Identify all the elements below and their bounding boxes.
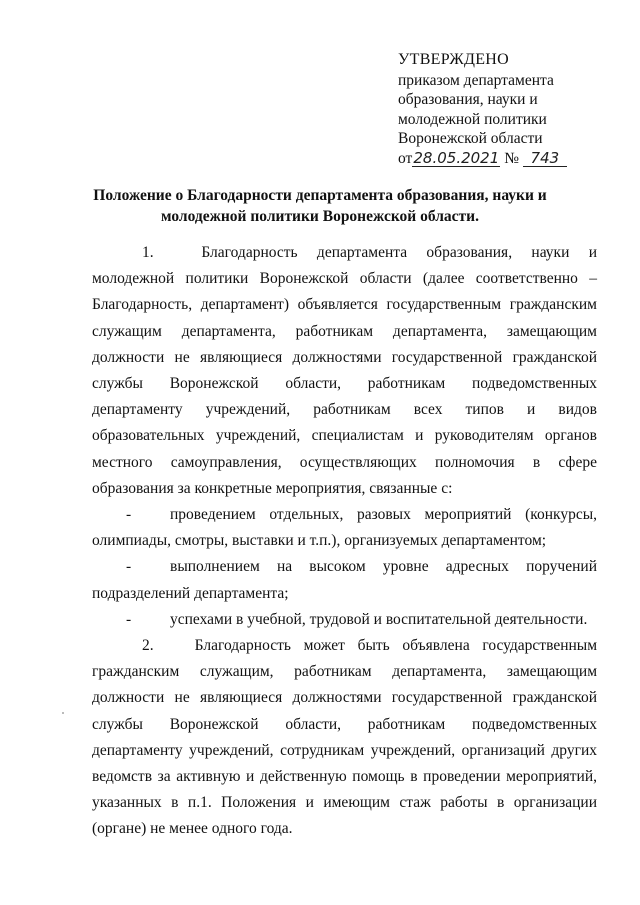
list-dash: - — [126, 558, 132, 576]
section-text: Благодарность может быть объявлена государственным гражданским служащим, работникам департамента, замещающим должности не являющиеся должностями государственной гражданской службы Воронежской области, работникам подведомственных департаменту учреждений, сотрудникам учреждений, организаций других ведомств за активную и действенную помощь в проведении мероприятий, указанных в п.1. Положения и имеющим стаж работы в организации (органе) не менее одного года. — [92, 637, 598, 838]
stamp-line: Воронежской области — [398, 130, 543, 147]
title-line: молодежной политики Воронежской области. — [161, 208, 479, 225]
list-dash: - — [126, 506, 132, 524]
list-item-text: выполнением на высоком уровне адресных поручений подразделений департамента; — [92, 558, 597, 602]
list-item — [92, 502, 597, 554]
section-2-paragraph — [92, 633, 597, 843]
section-text: Благодарность департамента образования, науки и молодежной политики Воронежской области (далее соответственно – Благодарность, департамент) объявляется государственным гражданским служащим департамента, работникам департамента, замещающим должности не являющиеся должностями государственной гражданской службы Воронежской области, работникам подведомственных департаменту учреждений, работникам всех типов и видов образовательных учреждений, специалистам и руководителям органов местного самоуправления, осуществляющих полномочия в сфере образования за конкретные мероприятия, связанные с: — [92, 244, 597, 497]
list-item-text: успехами в учебной, трудовой и воспитательной деятельности. — [170, 610, 588, 628]
list-dash: - — [126, 610, 132, 628]
handwritten-date: 28.05.2021 — [413, 148, 500, 167]
date-prefix: от — [398, 149, 413, 167]
stamp-line: приказом департамента — [398, 71, 554, 89]
list-item — [92, 607, 597, 633]
section-1-paragraph — [92, 240, 597, 502]
handwritten-number: 743 — [523, 150, 567, 167]
approved-heading: УТВЕРЖДЕНО — [398, 51, 510, 68]
stamp-line: молодежной политики — [398, 110, 547, 128]
approval-stamp — [398, 50, 567, 168]
scan-speck — [62, 712, 64, 714]
title-line: Положение о Благодарности департамента образования, науки и — [93, 187, 547, 204]
document-title — [92, 185, 548, 227]
list-item-text: проведением отдельных, разовых мероприятий (конкурсы, олимпиады, смотры, выставки и т.п.), организуемых департаментом; — [92, 506, 597, 550]
number-prefix: № — [504, 149, 519, 167]
stamp-line: образования, науки и — [398, 91, 538, 108]
section-number: 2. — [142, 637, 154, 655]
document-body — [92, 240, 597, 843]
order-date-number — [398, 149, 567, 169]
list-item — [92, 554, 597, 606]
section-number: 1. — [142, 244, 154, 261]
